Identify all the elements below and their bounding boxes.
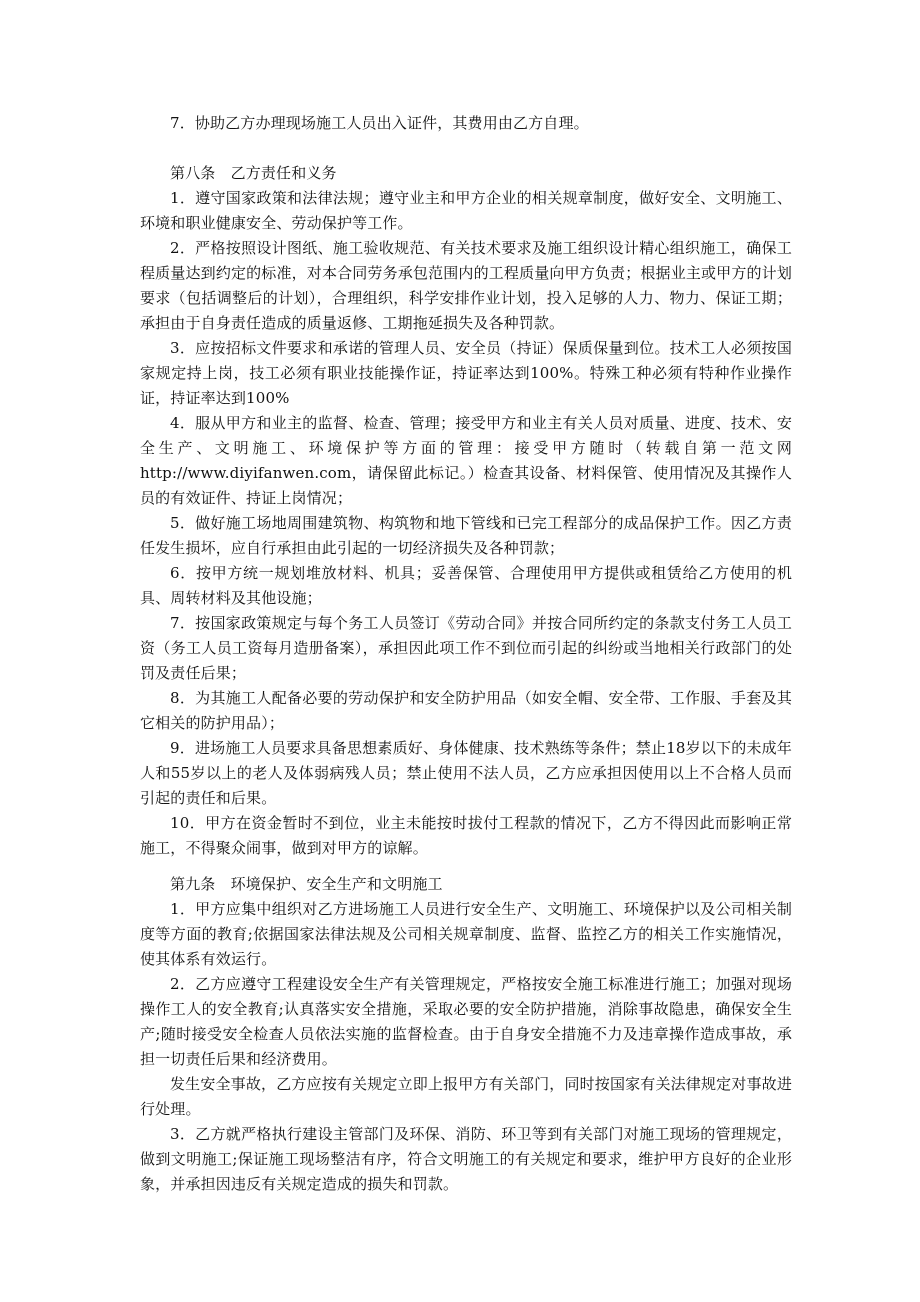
article-8-item-6: 6．按甲方统一规划堆放材料、机具；妥善保管、合理使用甲方提供或租赁给乙方使用的机具、周转材料及其他设施； — [140, 564, 792, 607]
article-9-heading: 第九条 环境保护、安全生产和文明施工 — [170, 875, 443, 893]
article-8-item-7: 7．按国家政策规定与每个务工人员签订《劳动合同》并按合同所约定的条款支付务工人员工资（务工人员工资每月造册备案），承担因此项工作不到位而引起的纠纷或当地相关行政部门的处罚及责任后果； — [140, 614, 792, 682]
article-9-item-3: 3．乙方就严格执行建设主管部门及环保、消防、环卫等到有关部门对施工现场的管理规定，做到文明施工;保证施工现场整洁有序，符合文明施工的有关规定和要求，维护甲方良好的企业形象，并承担因违反有关规定造成的损失和罚款。 — [140, 1125, 792, 1193]
article-9-item-1: 1．甲方应集中组织对乙方进场施工人员进行安全生产、文明施工、环境保护以及公司相关制度等方面的教育;依据国家法律法规及公司相关规章制度、监督、监控乙方的相关工作实施情况，使其体系有效运行。 — [140, 900, 792, 968]
article-9-note: 发生安全事故，乙方应按有关规定立即上报甲方有关部门，同时按国家有关法律规定对事故进行处理。 — [140, 1075, 792, 1118]
article-8-item-10: 10．甲方在资金暂时不到位，业主未能按时拔付工程款的情况下，乙方不得因此而影响正常施工，不得聚众闹事，做到对甲方的谅解。 — [140, 814, 792, 857]
article-8-item-5: 5．做好施工场地周围建筑物、构筑物和地下管线和已完工程部分的成品保护工作。因乙方责任发生损坏，应自行承担由此引起的一切经济损失及各种罚款； — [140, 514, 792, 557]
article-8-heading: 第八条 乙方责任和义务 — [170, 164, 337, 182]
paragraph-intro-item-7: 7．协助乙方办理现场施工人员出入证件，其费用由乙方自理。 — [170, 114, 589, 132]
article-9-item-2: 2．乙方应遵守工程建设安全生产有关管理规定，严格按安全施工标准进行施工；加强对现场操作工人的安全教育;认真落实安全措施，采取必要的安全防护措施，消除事故隐患，确保安全生产;随时接受安全检查人员依法实施的监督检查。由于自身安全措施不力及违章操作造成事故，承担一切责任后果和经济费用。 — [140, 975, 792, 1068]
article-8-item-3: 3．应按招标文件要求和承诺的管理人员、安全员（持证）保质保量到位。技术工人必须按国家规定持上岗，技工必须有职业技能操作证，持证率达到100%。特殊工种必须有特种作业操作证，持证率达到100% — [140, 339, 792, 407]
article-8-item-4: 4．服从甲方和业主的监督、检查、管理；接受甲方和业主有关人员对质量、进度、技术、安全生产、文明施工、环境保护等方面的管理：接受甲方随时（转载自第一范文网http://www.diyifanwen.com，请保留此标记。）检查其设备、材料保管、使用情况及其操作人员的有效证件、持证上岗情况； — [140, 414, 792, 507]
article-8-item-2: 2．严格按照设计图纸、施工验收规范、有关技术要求及施工组织设计精心组织施工，确保工程质量达到约定的标准，对本合同劳务承包范围内的工程质量向甲方负责；根据业主或甲方的计划要求（包括调整后的计划），合理组织，科学安排作业计划，投入足够的人力、物力、保证工期；承担由于自身责任造成的质量返修、工期拖延损失及各种罚款。 — [140, 239, 792, 332]
article-8-item-8: 8．为其施工人配备必要的劳动保护和安全防护用品（如安全帽、安全带、工作服、手套及其它相关的防护用品）； — [140, 689, 792, 732]
article-8-item-1: 1．遵守国家政策和法律法规；遵守业主和甲方企业的相关规章制度，做好安全、文明施工、环境和职业健康安全、劳动保护等工作。 — [140, 189, 792, 232]
article-8-item-9: 9．进场施工人员要求具备思想素质好、身体健康、技术熟练等条件；禁止18岁以下的未成年人和55岁以上的老人及体弱病残人员；禁止使用不法人员，乙方应承担因使用以上不合格人员而引起的责任和后果。 — [140, 739, 792, 807]
